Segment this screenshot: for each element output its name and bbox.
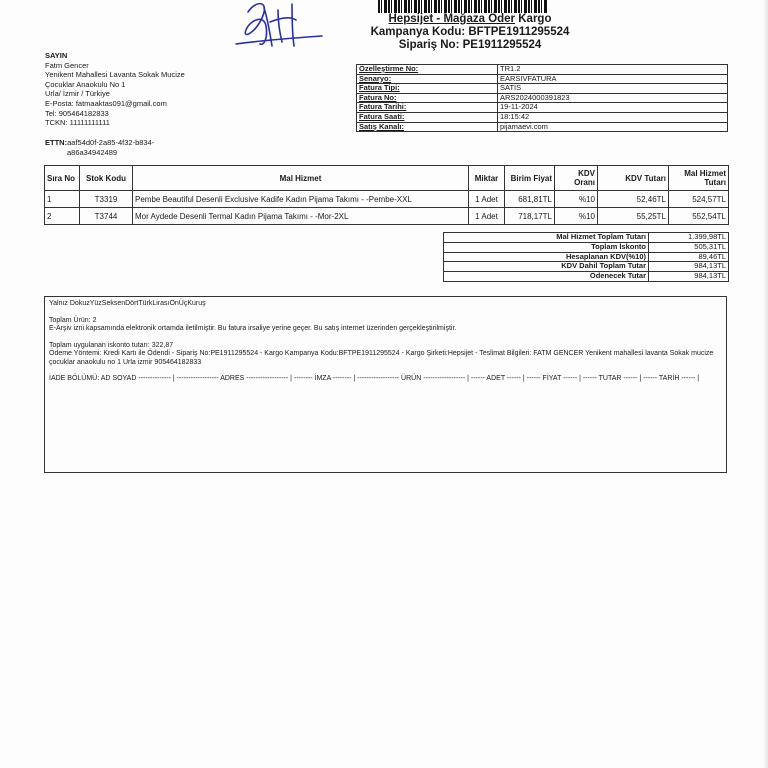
payment-note: Ödeme Yöntemi: Kredi Kartı ile Ödendi - Sipariş No:PE1911295524 - Kargo Kampanya Kodu:BFTPE1911295524 - Kargo Şirketi:Hepsijet - Teslimat Bilgileri: FATM GENCER Yenikent mahallesi lavanta Sokak mucize çocuklar anaokulu no 1 Urla izmir 905464182833 — [49, 350, 714, 366]
invoice-meta-table — [356, 64, 728, 132]
header-desc: Mal Hizmet — [133, 166, 469, 191]
amount-in-words: Yalnız DokuzYüzSeksenDörtTürkLirasıOnÜçKuruş — [49, 300, 206, 307]
buyer-address-2: Çocuklar Anaokulu No 1 — [45, 79, 126, 89]
meta-row: Senaryo: EARSIVFATURA — [357, 74, 728, 84]
page-edge-shadow — [762, 0, 768, 768]
ettn-label: ETTN: — [45, 138, 68, 147]
table-row: 1 T3319 Pembe Beautiful Desenli Exclusive Kadife Kadın Pijama Takımı - -Pembe-XXL 1 Adet 681,81TL %10 52,46TL 524,57TL — [45, 191, 729, 208]
ettn-value-1: aaf54d0f-2a85-4f32-b834- — [67, 138, 155, 147]
items-table — [44, 165, 729, 225]
signature-scribble — [234, 0, 324, 62]
buyer-phone: Tel: 905464182833 — [45, 108, 109, 118]
meta-row: Fatura No: ARS2024000391823 — [357, 93, 728, 103]
header-qty: Miktar — [469, 166, 505, 191]
earsiv-note: E-Arşiv izni kapsamında elektronik ortamda iletilmiştir. Bu fatura irsaliye yerine geçer. Bu satış internet üzerinden gerçekleştirilmiştir. — [49, 325, 457, 332]
header-rate: KDV Oranı — [555, 166, 598, 191]
buyer-email: E-Posta: fatmaaktas091@gmail.com — [45, 98, 167, 108]
invoice-header — [355, 13, 585, 52]
meta-row: Fatura Saati: 18:15:42 — [357, 112, 728, 122]
ettn-block — [45, 138, 154, 157]
buyer-heading: SAYIN — [45, 51, 68, 60]
meta-row: Fatura Tipi: SATIS — [357, 84, 728, 94]
header-price: Birim Fiyat — [505, 166, 555, 191]
buyer-city: Urla/ İzmir / Türkiye — [45, 89, 110, 99]
table-row: 2 T3744 Mor Aydede Desenli Termal Kadın Pijama Takımı - -Mor-2XL 1 Adet 718,17TL %10 55,25TL 552,54TL — [45, 208, 729, 225]
totals-row: Ödenecek Tutar 984,13TL — [444, 272, 729, 282]
return-section: İADE BÖLÜMÜ: AD SOYAD -------------- | ------------------ ADRES ------------------ | -------- İMZA -------- | ------------------ ÜRÜN ------------------ | ------ ADET ------ | ------ FİYAT ------ | ------ TUTAR ------ | ------ TARİH ------ | — [49, 375, 700, 382]
totals-row: Toplam İskonto 505,31TL — [444, 242, 729, 252]
totals-table — [443, 232, 729, 282]
items-header-row — [45, 166, 729, 191]
discount-note: Toplam uygulanan iskonto tutarı: 322,87 — [49, 341, 174, 349]
meta-row: Özelleştirme No: TR1.2 — [357, 65, 728, 75]
meta-row: Fatura Tarihi: 19-11-2024 — [357, 103, 728, 113]
header-no: Sıra No — [45, 166, 80, 191]
notes-box — [44, 296, 727, 473]
buyer-block — [45, 51, 185, 128]
ettn-value-2: a86a34942489 — [67, 147, 118, 157]
totals-row: Hesaplanan KDV(%10) 89,46TL — [444, 252, 729, 262]
cargo-line: Hepsijet - Mağaza Öder Kargo — [388, 13, 552, 25]
campaign-code: Kampanya Kodu: BFTPE1911295524 — [370, 26, 570, 38]
totals-row: KDV Dahil Toplam Tutar 984,13TL — [444, 262, 729, 272]
buyer-tckn: TCKN: 11111111111 — [45, 118, 110, 128]
meta-row: Satış Kanalı: pijamaevi.com — [357, 122, 728, 132]
buyer-address-1: Yenikent Mahallesi Lavanta Sokak Mucize — [45, 70, 185, 80]
barcode — [378, 0, 548, 13]
total-products: Toplam Ürün: 2 — [49, 316, 97, 324]
buyer-name: Fatm Gencer — [45, 60, 89, 70]
header-vat: KDV Tutarı — [598, 166, 669, 191]
order-number: Sipariş No: PE1911295524 — [398, 39, 542, 51]
totals-row: Mal Hizmet Toplam Tutarı 1.399,98TL — [444, 233, 729, 243]
header-total: Mal Hizmet Tutarı — [669, 166, 729, 191]
header-code: Stok Kodu — [80, 166, 133, 191]
